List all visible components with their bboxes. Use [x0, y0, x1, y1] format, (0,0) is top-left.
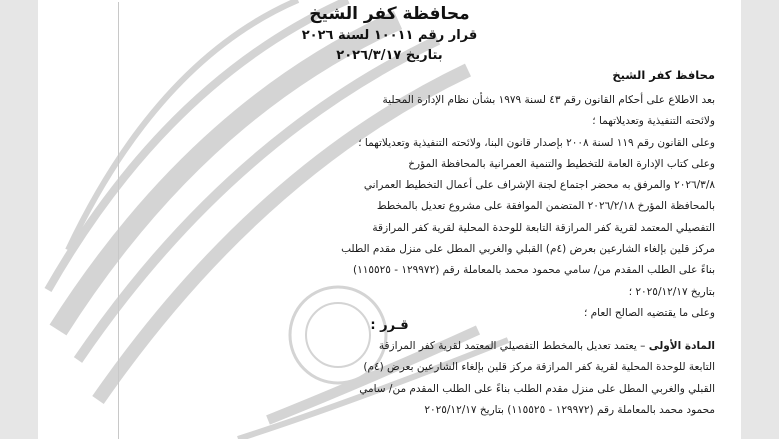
article-text: – يعتمد تعديل بالمخطط التفصيلي المعتمد لقرية كفر المرازقة — [378, 340, 646, 352]
left-margin — [0, 0, 38, 439]
article-title: المادة الأولى — [648, 340, 715, 352]
preamble-line: بالمحافظة المؤرخ ٢٠٢٦/٢/١٨ المتضمن الموافقة على مشروع تعديل بالمخطط — [376, 200, 715, 213]
preamble — [138, 90, 715, 324]
preamble-line: بتاريخ ٢٠٢٥/١٢/١٧ ؛ — [628, 285, 715, 298]
preamble-line: بعد الاطلاع على أحكام القانون رقم ٤٣ لسنة ١٩٧٩ بشأن نظام الإدارة المحلية — [382, 94, 715, 106]
preamble-line: ٢٠٢٦/٣/٨ والمرفق به محضر اجتماع لجنة الإشراف على أعمال التخطيط العمراني — [363, 179, 715, 192]
article-line — [138, 336, 715, 357]
article-line: القبلي والغربي المطل على منزل مقدم الطلب بناءً على الطلب المقدم من/ سامي — [359, 382, 715, 395]
preamble-line: وعلى كتاب الإدارة العامة للتخطيط والتنمية العمرانية بالمحافظة المؤرخ — [408, 157, 715, 170]
preamble-line: وعلى ما يقتضيه الصالح العام ؛ — [584, 306, 715, 319]
document-page — [38, 0, 741, 439]
article-one — [138, 336, 715, 421]
preamble-line: وعلى القانون رقم ١١٩ لسنة ٢٠٠٨ بإصدار قانون البنا، ولائحته التنفيذية وتعديلاتهما ؛ — [358, 136, 715, 149]
preamble-line: التفصيلي المعتمد لقرية كفر المرازقة التابعة للوحدة المحلية لقرية كفر المرازقة — [372, 221, 715, 234]
page-title: محافظة كفر الشيخ — [309, 4, 470, 24]
preamble-line: بناءً على الطلب المقدم من/ سامي محمود محمد بالمعاملة رقم (١٢٩٩٧٢ - ١١٥٥٢٥) — [352, 264, 715, 277]
article-line: التابعة للوحدة المحلية لقرية كفر المرازقة مركز قلين بإلغاء الشارعين بعرض (٤م) — [363, 361, 715, 374]
decision-heading: قـرر : — [370, 318, 409, 333]
decision-number: قرار رقم ١٠٠١١ لسنة ٢٠٢٦ — [301, 28, 478, 43]
decision-date: بتاريخ ٢٠٢٦/٣/١٧ — [336, 48, 443, 63]
sender-title: محافظ كفر الشيخ — [612, 68, 715, 82]
article-line: محمود محمد بالمعاملة رقم (١٢٩٩٧٢ - ١١٥٥٢٥) بتاريخ ٢٠٢٥/١٢/١٧ — [424, 403, 715, 416]
preamble-line: مركز قلين بإلغاء الشارعين بعرض (٤م) القبلي والغربي المطل على منزل مقدم الطلب — [341, 243, 715, 256]
right-margin — [741, 0, 779, 439]
preamble-line: ولائحته التنفيذية وتعديلاتهما ؛ — [592, 115, 715, 128]
